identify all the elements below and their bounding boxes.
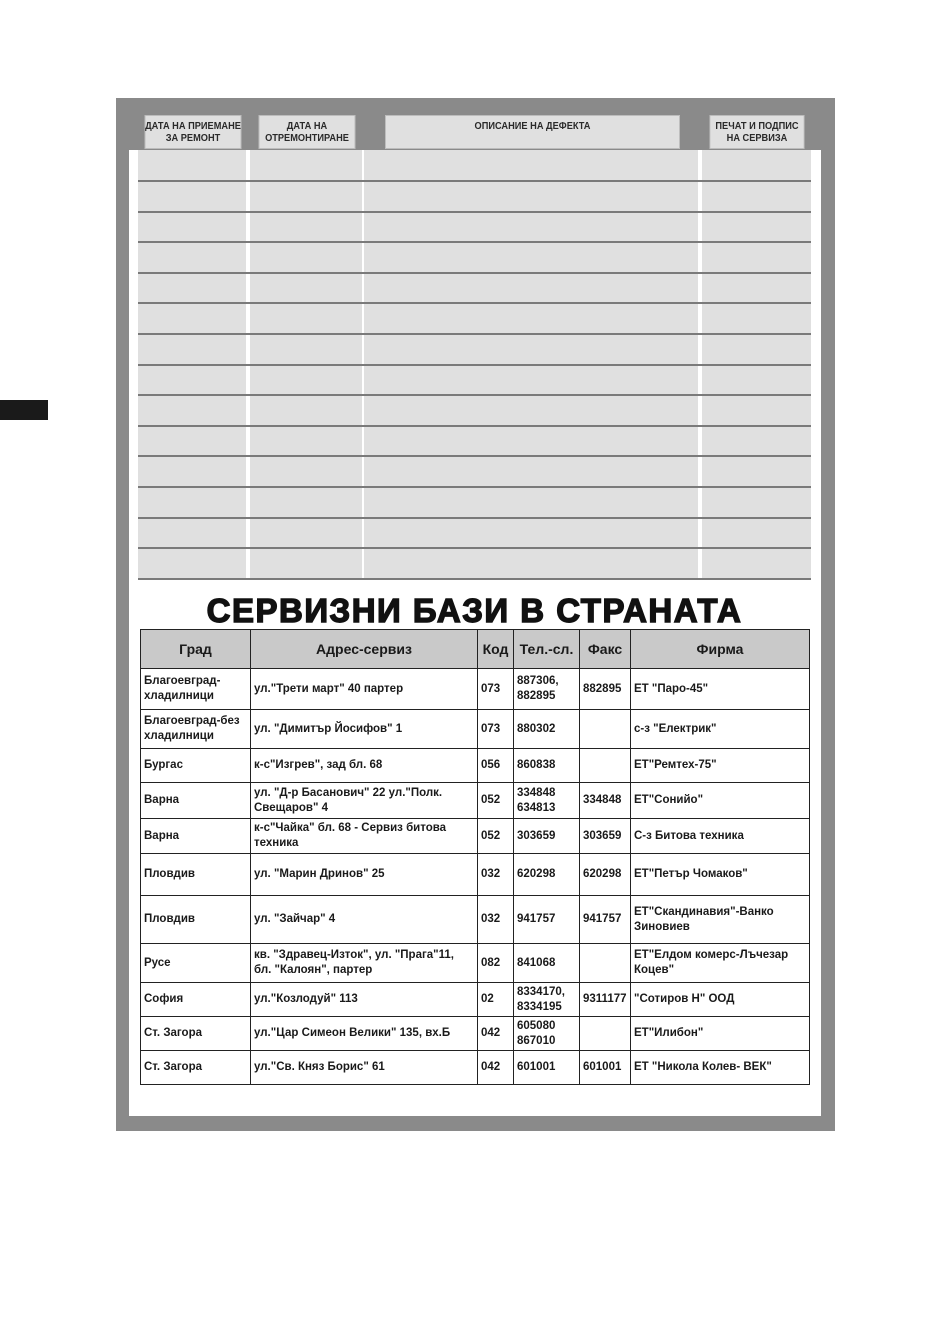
column-header-address: Адрес-сервиз [251,630,478,669]
cell-phone: 605080 867010 [514,1017,580,1051]
cell-phone: 334848 634813 [514,783,580,819]
table-header-row [141,630,810,669]
header-date-repaired: ДАТА НА ОТРЕМОНТИРАНЕ [259,115,356,149]
table-row [141,1051,810,1085]
cell-firm: ЕТ"Илибон" [631,1017,810,1051]
header-date-received: ДАТА НА ПРИЕМАНЕ ЗА РЕМОНТ [145,115,242,149]
cell-fax [580,944,631,983]
cell-firm: ЕТ"Ремтех-75" [631,749,810,783]
cell-fax: 941757 [580,896,631,944]
cell-firm: С-з Битова техника [631,819,810,854]
cell-phone: 8334170, 8334195 [514,983,580,1017]
cell-address: к-с"Чайка" бл. 68 - Сервиз битова техника [251,819,478,854]
cell-address: ул."Св. Княз Борис" 61 [251,1051,478,1085]
cell-fax [580,1017,631,1051]
cell-address: ул."Козлодуй" 113 [251,983,478,1017]
log-row-line [138,547,811,549]
cell-city: Пловдив [141,854,251,896]
column-header-fax: Факс [580,630,631,669]
log-row-line [138,333,811,335]
cell-phone: 860838 [514,749,580,783]
cell-firm: ЕТ"Скандинавия"-Ванко Зиновиев [631,896,810,944]
log-row-line [138,455,811,457]
log-row-line [138,578,811,580]
log-row-line [138,394,811,396]
cell-address: ул. "Димитър Йосифов" 1 [251,710,478,749]
cell-city: Бургас [141,749,251,783]
log-row-line [138,180,811,182]
cell-code: 056 [478,749,514,783]
table-row [141,710,810,749]
cell-firm: "Сотиров Н" ООД [631,983,810,1017]
cell-code: 073 [478,669,514,710]
table-row [141,854,810,896]
cell-city: Ст. Загора [141,1017,251,1051]
cell-firm: ЕТ "Никола Колев- ВЕК" [631,1051,810,1085]
cell-city: Варна [141,819,251,854]
table-row [141,749,810,783]
table-row [141,783,810,819]
cell-code: 02 [478,983,514,1017]
table-row [141,944,810,983]
table-row [141,896,810,944]
cell-city: Варна [141,783,251,819]
cell-phone: 880302 [514,710,580,749]
header-defect-description: ОПИСАНИЕ НА ДЕФЕКТА [385,115,680,149]
log-row-line [138,272,811,274]
table-row [141,983,810,1017]
cell-phone: 620298 [514,854,580,896]
cell-fax: 882895 [580,669,631,710]
cell-firm: ЕТ"Сонийо" [631,783,810,819]
column-header-firm: Фирма [631,630,810,669]
cell-fax [580,749,631,783]
cell-code: 052 [478,819,514,854]
cell-code: 032 [478,896,514,944]
cell-fax: 601001 [580,1051,631,1085]
table-row [141,1017,810,1051]
cell-phone: 941757 [514,896,580,944]
column-header-city: Град [141,630,251,669]
cell-fax: 334848 [580,783,631,819]
log-row-line [138,486,811,488]
cell-phone: 303659 [514,819,580,854]
cell-code: 073 [478,710,514,749]
cell-address: ул."Цар Симеон Велики" 135, вх.Б [251,1017,478,1051]
cell-city: Ст. Загора [141,1051,251,1085]
log-row-line [138,425,811,427]
cell-address: ул. "Марин Дринов" 25 [251,854,478,896]
cell-city: Благоевград-хладилници [141,669,251,710]
cell-code: 052 [478,783,514,819]
column-header-phone: Тел.-сл. [514,630,580,669]
page-edge-tab [0,400,48,420]
cell-phone: 841068 [514,944,580,983]
cell-phone: 887306, 882895 [514,669,580,710]
table-row [141,669,810,710]
cell-firm: с-з "Електрик" [631,710,810,749]
cell-code: 082 [478,944,514,983]
service-centers-table [140,629,810,1085]
cell-city: Пловдив [141,896,251,944]
cell-fax: 303659 [580,819,631,854]
table-row [141,819,810,854]
log-row-line [138,302,811,304]
cell-address: ул. "Зайчар" 4 [251,896,478,944]
cell-firm: ЕТ"Елдом комерс-Лъчезар Коцев" [631,944,810,983]
cell-phone: 601001 [514,1051,580,1085]
cell-firm: ЕТ "Паро-45" [631,669,810,710]
cell-code: 032 [478,854,514,896]
cell-address: ул. "Д-р Басанович" 22 ул."Полк. Свещаров" 4 [251,783,478,819]
cell-firm: ЕТ"Петър Чомаков" [631,854,810,896]
cell-address: к-с"Изгрев", зад бл. 68 [251,749,478,783]
cell-fax [580,710,631,749]
cell-city: Благоевград-без хладилници [141,710,251,749]
cell-code: 042 [478,1051,514,1085]
cell-address: ул."Трети март" 40 партер [251,669,478,710]
header-service-stamp: ПЕЧАТ И ПОДПИС НА СЕРВИЗА [709,115,804,149]
service-centers-title: СЕРВИЗНИ БАЗИ В СТРАНАТА [206,592,743,629]
log-row-line [138,364,811,366]
cell-fax: 9311177 [580,983,631,1017]
cell-code: 042 [478,1017,514,1051]
log-row-line [138,517,811,519]
cell-address: кв. "Здравец-Изток", ул. "Прага"11, бл. "Калоян", партер [251,944,478,983]
column-header-code: Код [478,630,514,669]
log-row-line [138,241,811,243]
cell-fax: 620298 [580,854,631,896]
cell-city: Русе [141,944,251,983]
warranty-card-frame [116,98,835,1131]
cell-city: София [141,983,251,1017]
log-row-line [138,211,811,213]
